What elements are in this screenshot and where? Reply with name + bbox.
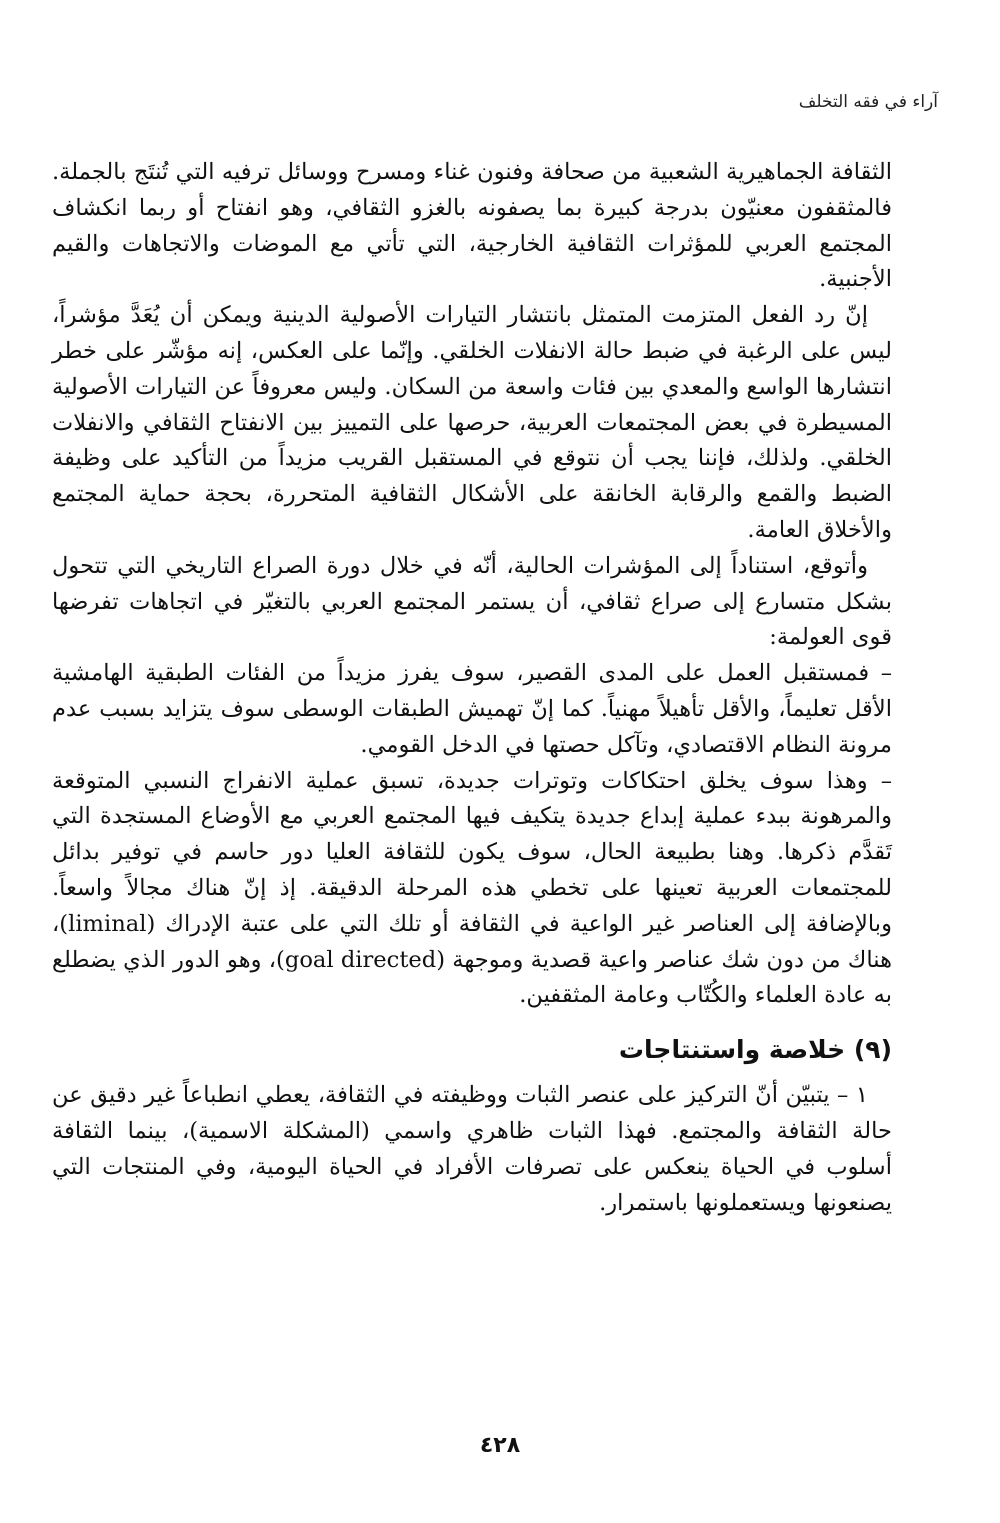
section-heading: (٩) خلاصة واستنتاجات <box>618 1035 892 1065</box>
paragraph-2: إنّ رد الفعل المتزمت المتمثل بانتشار التيارات الأصولية الدينية ويمكن أن يُعَدَّ مؤشراً، ليس على الرغبة في ضبط حالة الانفلات الخلقي. وإنّما على العكس، إنه مؤشّر على خطر انتشارها الواسع والمعدي بين فئات واسعة من السكان. وليس معروفاً عن التيارات الأصولية المسيطرة في بعض المجتمعات العربية، حرصها على التمييز بين الانفتاح الثقافي والانفلات الخلقي. ولذلك، فإننا يجب أن نتوقع في المستقبل القريب مزيداً من التأكيد على وظيفة الضبط والقمع والرقابة الخانقة على الأشكال الثقافية المتحررة، بحجة حماية المجتمع والأخلاق العامة. <box>52 302 892 543</box>
running-header: آراء في فقه التخلف <box>798 92 938 112</box>
paragraph-4: – فمستقبل العمل على المدى القصير، سوف يفرز مزيداً من الفئات الطبقية الهامشية الأقل تعليماً، والأقل تأهيلاً مهنياً. كما إنّ تهميش الطبقات الوسطى سوف يتزايد بسبب عدم مرونة النظام الاقتصادي، وتآكل حصتها في الدخل القومي. <box>52 660 892 758</box>
paragraph-5-part-a: – وهذا سوف يخلق احتكاكات وتوترات جديدة، تسبق عملية الانفراج النسبي المتوقعة والمرهونة ببدء عملية إبداع جديدة يتكيف فيها المجتمع العربي مع الأوضاع المستجدة التي تَقدَّم ذكرها. وهنا بطبيعة الحال، سوف يكون للثقافة العليا دور حاسم في توفير بدائل للمجتمعات العربية تعينها على تخطي هذه المرحلة الدقيقة. إذ إنّ هناك مجالاً واسعاً. وبالإضافة إلى العناصر غير الواعية في الثقافة أو تلك التي على عتبة الإدراك ( <box>52 767 892 937</box>
paragraph-5-part-b: )، هناك من دون شك عناصر واعية قصدية وموجهة ( <box>52 910 892 973</box>
paragraph-5 <box>52 764 892 1015</box>
paragraph-1: الثقافة الجماهيرية الشعبية من صحافة وفنون غناء ومسرح ووسائل ترفيه التي تُنتَج بالجملة. فالمثقفون معنيّون بدرجة كبيرة بما يصفونه بالغزو الثقافي، وهو انفتاح أو ربما انكشاف المجتمع العربي للمؤثرات الثقافية الخارجية، التي تأتي مع الموضات والاتجاهات والقيم الأجنبية. <box>52 159 892 293</box>
latin-term-liminal: liminal <box>68 910 147 937</box>
paragraph-5-part-c: )، وهو الدور الذي يضطلع به عادة العلماء والكُتّاب وعامة المثقفين. <box>52 946 892 1009</box>
paragraph-6: ١ – يتبيّن أنّ التركيز على عنصر الثبات ووظيفته في الثقافة، يعطي انطباعاً غير دقيق عن حالة الثقافة والمجتمع. فهذا الثبات ظاهري واسمي (المشكلة الاسمية)، بينما الثقافة أسلوب في الحياة ينعكس على تصرفات الأفراد في الحياة اليومية، وفي المنتجات التي يصنعونها ويستعملونها باستمرار. <box>52 1082 892 1216</box>
paragraph-3: وأتوقع، استناداً إلى المؤشرات الحالية، أنّه في خلال دورة الصراع التاريخي التي تتحول بشكل متسارع إلى صراع ثقافي، أن يستمر المجتمع العربي بالتغيّر في اتجاهات تفرضها قوى العولمة: <box>52 552 892 651</box>
latin-term-goal-directed: goal directed <box>284 946 437 973</box>
page-number: ٤٢٨ <box>479 1433 521 1458</box>
page-body <box>52 155 892 1221</box>
